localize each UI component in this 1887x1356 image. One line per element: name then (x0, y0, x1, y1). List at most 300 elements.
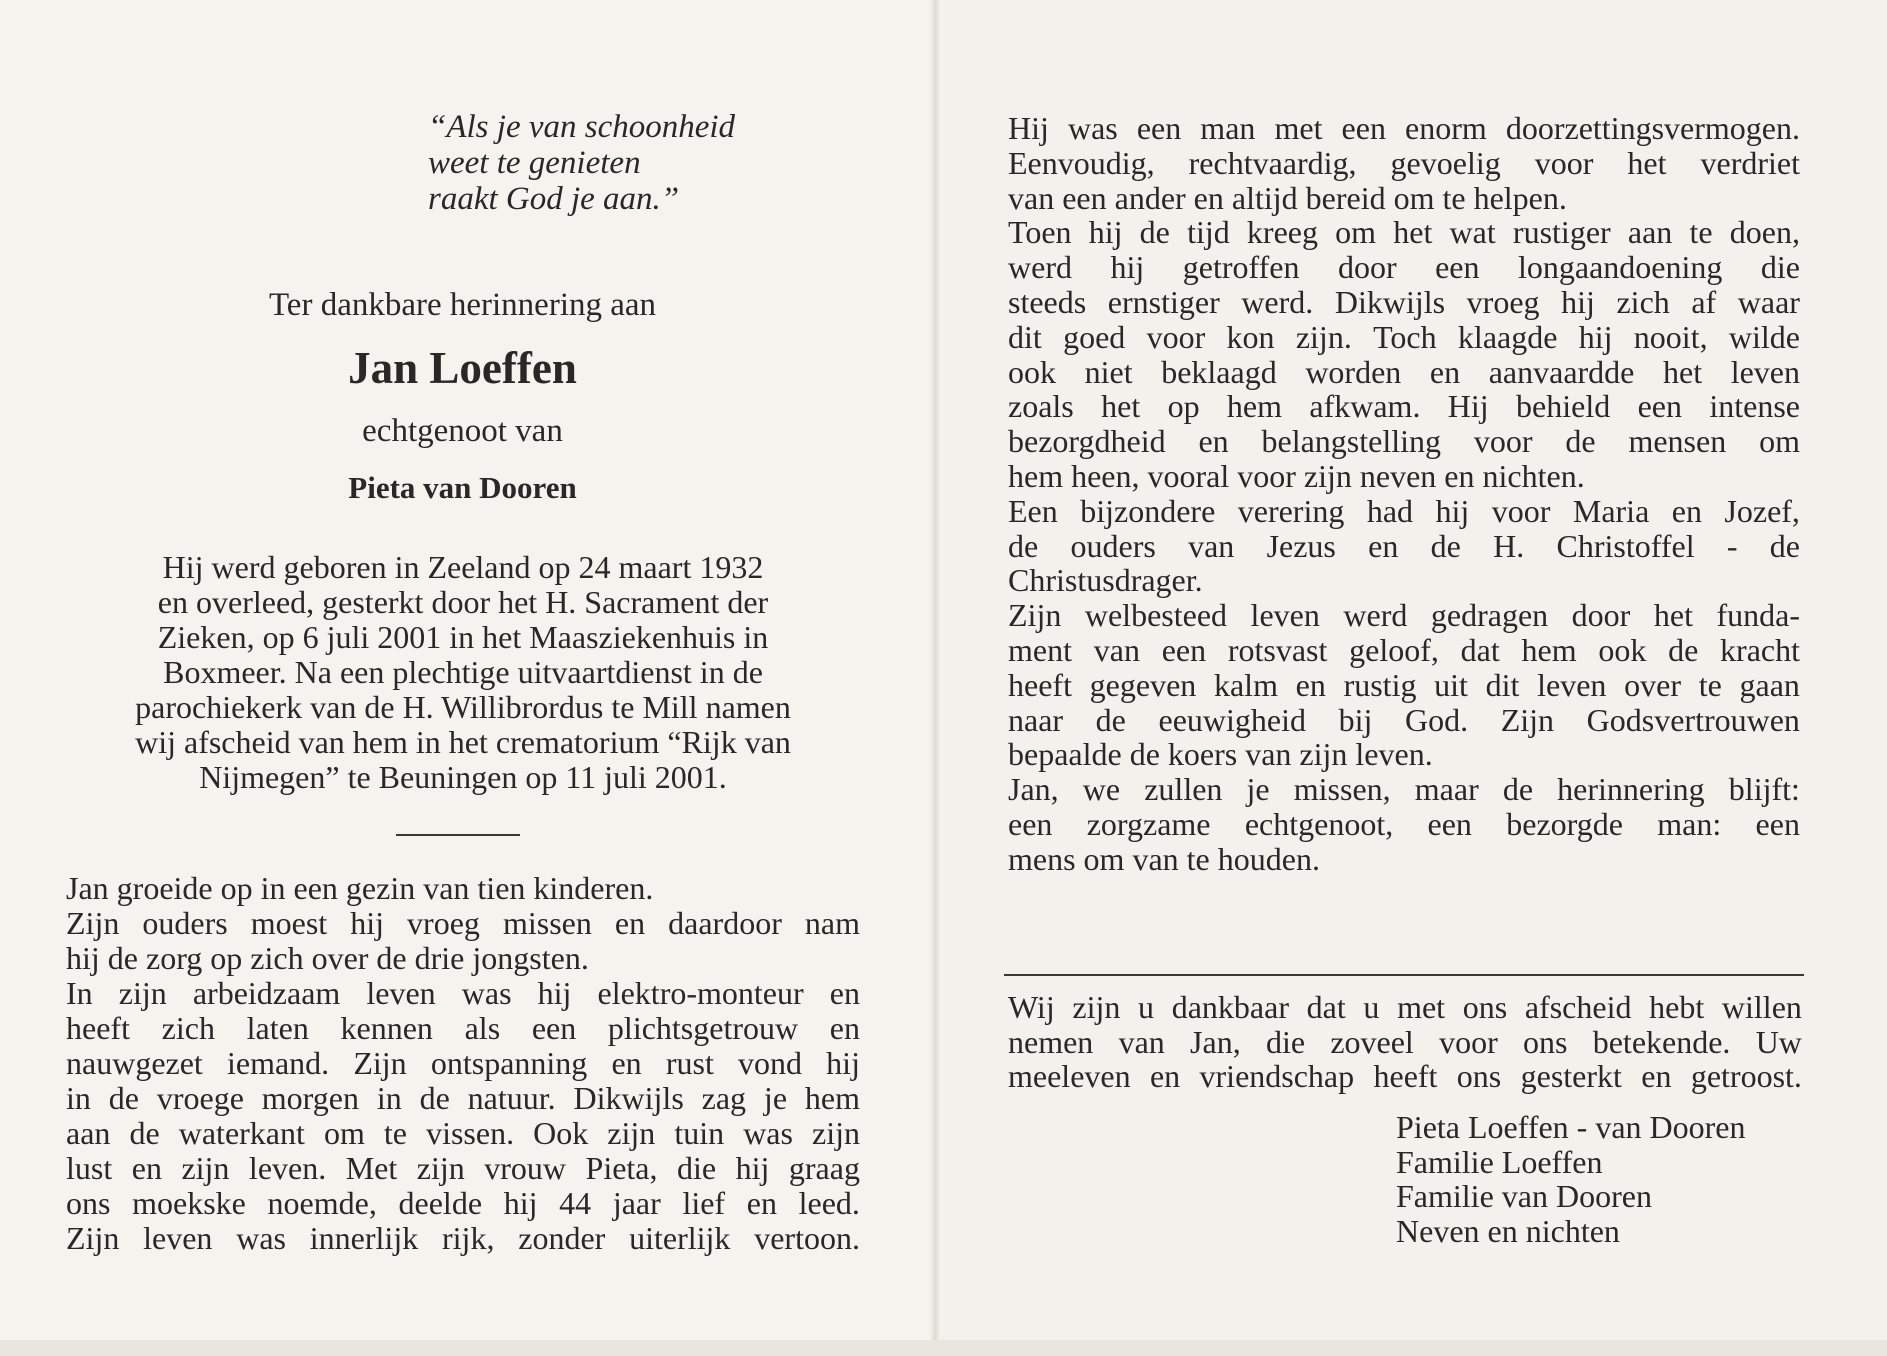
word: missen (502, 905, 592, 941)
word: natuur. (467, 1080, 556, 1116)
word: getroost. (1690, 1058, 1802, 1094)
word: noemde, (267, 1185, 377, 1221)
word: zich (161, 1010, 215, 1046)
word: nemen (1008, 1023, 1094, 1060)
word: nooit, (1633, 318, 1708, 355)
word: moekske (132, 1185, 246, 1221)
text-line (1008, 598, 1800, 633)
word: afscheid (1524, 989, 1632, 1025)
word: vroeg (407, 905, 480, 941)
word: gegeven (1089, 666, 1197, 703)
word: Dikwijls (1334, 283, 1446, 320)
word: man (1200, 110, 1256, 146)
word: wilde (1728, 318, 1800, 355)
word: willen (1721, 989, 1802, 1025)
word: hij (1561, 283, 1595, 320)
word: en (1368, 527, 1399, 564)
text-line (1008, 250, 1800, 285)
text-line (1008, 215, 1800, 250)
word: waterkant (178, 1115, 305, 1151)
word: goed (1063, 318, 1126, 355)
word: het (1653, 597, 1693, 634)
word: en (1429, 353, 1461, 390)
word: echtgenoot, (1244, 805, 1394, 842)
word: als (464, 1010, 501, 1046)
word: jaar (612, 1185, 661, 1221)
word: hem (804, 1080, 860, 1116)
word: was (743, 1115, 793, 1151)
text-line (66, 976, 860, 1011)
word: en (746, 1185, 777, 1221)
word: ontspanning (430, 1045, 588, 1081)
word: om (323, 1115, 365, 1151)
word: rust (665, 1045, 714, 1081)
word: zijn (118, 975, 167, 1011)
word: gedragen (1430, 597, 1549, 634)
word: de (1769, 527, 1800, 564)
word: de (1008, 527, 1039, 564)
word: Wij (1008, 989, 1055, 1025)
word: leven (1730, 353, 1800, 390)
intro-text: Ter dankbare herinnering aan (268, 287, 657, 323)
word: arbeidzaam (192, 975, 341, 1011)
word: zag (701, 1080, 747, 1116)
word: Jezus (1266, 527, 1336, 564)
word: kreeg (1246, 214, 1318, 251)
text-line (66, 1116, 860, 1151)
word: we (1082, 771, 1121, 808)
word: klaagde (1457, 318, 1558, 355)
word: voor (1534, 144, 1594, 181)
word: werd. (1241, 283, 1314, 320)
word: man: (1657, 805, 1722, 842)
word: Christoffel (1556, 527, 1695, 564)
word: vriendschap (1199, 1058, 1355, 1094)
word: ons (1523, 1023, 1568, 1060)
word: door (1571, 597, 1631, 634)
word: ook (1008, 353, 1056, 390)
text-line: hem heen, vooral voor zijn neven en nichten. (1008, 457, 1585, 494)
word: hebt (1649, 989, 1705, 1025)
text-line: van een ander en altijd bereid om te helpen. (1008, 179, 1567, 216)
word: hij (350, 905, 384, 941)
text-line (1008, 633, 1800, 668)
word: je (1246, 771, 1270, 808)
word: om (1335, 214, 1377, 251)
word: de (1095, 701, 1126, 738)
bio-line: Hij werd geboren in Zeeland op 24 maart 1932 (162, 549, 764, 585)
word: funda- (1716, 597, 1800, 634)
text-line (66, 1046, 860, 1081)
word: - (1726, 527, 1738, 564)
word: kennen (340, 1010, 433, 1046)
text-line (1008, 772, 1800, 807)
word: vissen. (426, 1115, 515, 1151)
word: Ook (533, 1115, 589, 1151)
word: heeft (66, 1010, 130, 1046)
word: ouders (1070, 527, 1156, 564)
word: zijn. (1295, 318, 1352, 355)
word: zijn (181, 1150, 230, 1186)
word: ment (1008, 631, 1072, 668)
word: niet (1084, 353, 1133, 390)
word: wat (1449, 214, 1496, 251)
word: worden (1305, 353, 1402, 390)
word: Jozef, (1724, 492, 1800, 529)
word: nam (804, 905, 860, 941)
bio-line: parochiekerk van de H. Willibrordus te Mill namen (135, 689, 791, 725)
word: hij (1578, 318, 1613, 355)
word: zijn (416, 1150, 465, 1186)
text-line (1008, 529, 1800, 564)
word: aanvaardde (1488, 353, 1635, 390)
word: Dikwijls (573, 1080, 684, 1116)
word: In (66, 975, 93, 1011)
word: in (66, 1080, 91, 1116)
word: dankbaar (1171, 989, 1289, 1025)
word: ons (1456, 1058, 1502, 1094)
word: hij (537, 975, 572, 1011)
text-line: bepaalde de koers van zijn leven. (1008, 736, 1433, 773)
text-line (66, 906, 860, 941)
word: iemand. (226, 1045, 330, 1081)
word: innerlijk (309, 1220, 419, 1256)
word: uiterlijk (629, 1220, 731, 1256)
word: zonder (518, 1220, 606, 1256)
word: hij (1110, 249, 1145, 286)
word: een (1637, 388, 1682, 425)
text-line (1008, 285, 1800, 320)
word: nauwgezet (66, 1045, 203, 1081)
word: 44 (559, 1185, 592, 1221)
spouse-label: echtgenoot van (362, 413, 563, 449)
word: hij (826, 1045, 860, 1081)
word: een (1136, 110, 1182, 146)
motto-line: raakt God je aan.” (428, 181, 680, 217)
word: de (1668, 631, 1699, 668)
word: en (829, 975, 860, 1011)
word: behield (1516, 388, 1611, 425)
word: vond (738, 1045, 802, 1081)
word: van (1188, 527, 1235, 564)
word: leven (143, 1220, 213, 1256)
word: steeds (1008, 283, 1087, 320)
word: en (131, 1150, 162, 1186)
word: mensen (1628, 423, 1727, 460)
word: leven (1537, 666, 1607, 703)
text-line (1008, 494, 1800, 529)
word: je (763, 1080, 788, 1116)
word: Met (345, 1150, 398, 1186)
word: vroege (156, 1080, 244, 1116)
bio-paragraph (78, 550, 848, 795)
word: rustiger (1512, 214, 1611, 251)
word: graag (788, 1150, 860, 1186)
word: Godsvertrouwen (1586, 701, 1800, 738)
word: herinnering (1557, 771, 1705, 808)
word: bij (1338, 701, 1373, 738)
bio-line: en overleed, gesterkt door het H. Sacrament der (157, 584, 769, 620)
word: belangstelling (1261, 423, 1442, 460)
word: waar (1737, 283, 1800, 320)
word: was (461, 975, 512, 1011)
word: te (383, 1115, 407, 1151)
word: een (1161, 631, 1207, 668)
word: Zijn (1500, 701, 1555, 738)
text-line (1008, 990, 1802, 1025)
word: zijn (607, 1115, 656, 1151)
bio-line: Zieken, op 6 juli 2001 in het Maasziekenhuis in (157, 619, 769, 655)
word: die (1760, 249, 1800, 286)
word: deelde (398, 1185, 483, 1221)
word: hem (1226, 388, 1283, 425)
word: missen, (1293, 771, 1391, 808)
word: voor (1473, 423, 1533, 460)
word: en (1198, 423, 1229, 460)
word: Jan, (1190, 1023, 1241, 1060)
word: van (1093, 631, 1140, 668)
word: moest (250, 905, 328, 941)
word: H. (1493, 527, 1525, 564)
word: hij (1088, 214, 1123, 251)
word: zijn (1072, 989, 1121, 1025)
bio-line: Boxmeer. Na een plechtige uitvaartdienst in de (163, 654, 763, 690)
thanks-divider (1004, 974, 1804, 976)
word: die (677, 1150, 717, 1186)
word: hij (735, 1150, 770, 1186)
word: hem (1521, 631, 1577, 668)
word: vrouw (484, 1150, 567, 1186)
word: betekende. (1592, 1023, 1731, 1060)
word: rustig (1343, 666, 1417, 703)
word: zijn (812, 1115, 860, 1151)
word: op (1167, 388, 1200, 425)
word: en (614, 905, 646, 941)
word: en (1295, 666, 1326, 703)
word: werd (1008, 249, 1072, 286)
word: om (1759, 423, 1800, 460)
motto-line: weet te genieten (428, 145, 641, 181)
word: het (1627, 144, 1667, 181)
word: dat (1460, 631, 1500, 668)
word: gesterkt (1520, 1058, 1622, 1094)
text-line: hij de zorg op zich over de drie jongsten. (66, 940, 589, 976)
text-line (66, 1151, 860, 1186)
word: Maria (1572, 492, 1650, 529)
word: met (1274, 110, 1323, 146)
word: hij (503, 1185, 538, 1221)
word: te (1698, 666, 1722, 703)
text-line (66, 1221, 860, 1256)
word: van (1118, 1023, 1165, 1060)
text-line (1008, 703, 1800, 738)
word: daardoor (668, 905, 782, 941)
word: Hij (1008, 110, 1049, 146)
text-line (1008, 424, 1800, 459)
word: morgen (261, 1080, 359, 1116)
word: bezorgdheid (1008, 423, 1166, 460)
word: laten (246, 1010, 309, 1046)
word: Pieta, (585, 1150, 658, 1186)
deceased-name: Jan Loeffen (348, 343, 577, 393)
word: Zijn (1008, 597, 1062, 634)
word: ernstiger (1107, 283, 1220, 320)
text-line (1008, 146, 1800, 181)
word: dat (1306, 989, 1346, 1025)
word: longaandoening (1518, 249, 1723, 286)
word: eeuwigheid (1158, 701, 1306, 738)
word: zich (1616, 283, 1670, 320)
word: lief (682, 1185, 726, 1221)
word: zorgzame (1086, 805, 1211, 842)
signer-line: Pieta Loeffen - van Dooren (1396, 1109, 1746, 1145)
word: dit (1008, 318, 1042, 355)
signer-line: Neven en nichten (1396, 1212, 1620, 1249)
word: af (1691, 283, 1717, 320)
word: Toen (1008, 214, 1072, 251)
word: rechtvaardig, (1188, 144, 1357, 181)
tribute-paragraph (1008, 111, 1800, 877)
word: naar (1008, 701, 1064, 738)
word: getroffen (1182, 249, 1300, 286)
word: u (1138, 989, 1155, 1025)
text-line (66, 1081, 860, 1116)
word: een (1755, 805, 1800, 842)
word: elektro-monteur (597, 975, 804, 1011)
word: Uw (1755, 1023, 1802, 1060)
word: Eenvoudig, (1008, 144, 1155, 181)
word: Jan, (1008, 771, 1059, 808)
word: en (1641, 1058, 1672, 1094)
text-line (1008, 111, 1800, 146)
word: voor (1439, 1023, 1498, 1060)
word: de (108, 1080, 139, 1116)
word: rotsvast (1227, 631, 1328, 668)
card-fold (930, 0, 940, 1356)
word: de (1565, 423, 1596, 460)
word: leven (1250, 597, 1320, 634)
word: plichtsgetrouw (607, 1010, 799, 1046)
text-line: mens om van te houden. (1008, 840, 1320, 877)
word: over (1624, 666, 1681, 703)
word: aan (66, 1115, 111, 1151)
word: vertoon. (754, 1220, 860, 1256)
text-line (1008, 668, 1800, 703)
word: beklaagd (1161, 353, 1277, 390)
text-line (1008, 1059, 1802, 1094)
word: Een (1008, 492, 1058, 529)
word: doen, (1729, 214, 1800, 251)
text-line: Jan groeide op in een gezin van tien kinderen. (66, 870, 654, 906)
signers-list (1396, 1110, 1816, 1248)
word: en (829, 1010, 860, 1046)
word: die (1265, 1023, 1306, 1060)
word: rijk, (442, 1220, 495, 1256)
word: lust (66, 1150, 113, 1186)
signer-line: Familie van Dooren (1396, 1178, 1652, 1214)
word: enorm (1405, 110, 1487, 146)
thanks-paragraph (1008, 990, 1802, 1094)
spouse-name: Pieta van Dooren (348, 470, 577, 505)
text-line (66, 1011, 860, 1046)
word: het (1662, 353, 1703, 390)
text-line: Christusdrager. (1008, 562, 1203, 599)
word: bezorgde (1506, 805, 1623, 842)
word: was (1067, 110, 1118, 146)
word: ook (1598, 631, 1647, 668)
word: heeft (1373, 1058, 1438, 1094)
word: afkwam. (1309, 388, 1421, 425)
bio-line: wij afscheid van hem in het crematorium “Rijk van (135, 724, 791, 760)
section-divider (396, 834, 520, 836)
motto-quote (428, 109, 788, 217)
word: leven. (248, 1150, 327, 1186)
word: vroeg (1466, 283, 1540, 320)
word: een (1341, 110, 1386, 146)
word: de (1430, 527, 1461, 564)
word: een (1427, 805, 1472, 842)
word: ons (1462, 989, 1508, 1025)
word: het (1393, 214, 1433, 251)
text-line (1008, 320, 1800, 355)
word: de (129, 1115, 160, 1151)
word: u (1363, 989, 1380, 1025)
word: Hij (1447, 388, 1489, 425)
text-line (1008, 389, 1800, 424)
word: zullen (1144, 771, 1223, 808)
word: Zijn (353, 1045, 407, 1081)
word: en (1149, 1058, 1181, 1094)
word: zoveel (1330, 1023, 1414, 1060)
word: leven (366, 975, 436, 1011)
word: hij (1435, 492, 1470, 529)
word: intense (1709, 388, 1800, 425)
bio-line: Nijmegen” te Beuningen op 11 juli 2001. (199, 759, 727, 795)
word: de (1502, 771, 1534, 808)
word: een (1435, 249, 1480, 286)
word: door (1337, 249, 1397, 286)
word: doorzettingsvermogen. (1505, 110, 1800, 146)
word: tuin (674, 1115, 725, 1151)
word: was (236, 1220, 286, 1256)
word: gevoelig (1390, 144, 1501, 181)
word: kon (1226, 318, 1275, 355)
word: welbesteed (1084, 597, 1228, 634)
text-line (1008, 807, 1800, 842)
word: kalm (1213, 666, 1278, 703)
word: meeleven (1008, 1058, 1131, 1094)
word: en (1671, 492, 1702, 529)
word: ouders (142, 905, 228, 941)
life-paragraph (66, 871, 860, 1256)
word: dit (1485, 666, 1520, 703)
word: had (1366, 492, 1414, 529)
word: een (1008, 805, 1053, 842)
word: de (1139, 214, 1170, 251)
word: tijd (1187, 214, 1230, 251)
word: maar (1414, 771, 1479, 808)
word: heeft (1008, 666, 1072, 703)
word: een (531, 1010, 577, 1046)
word: ons (66, 1185, 111, 1221)
text-line (1008, 1025, 1802, 1060)
word: Zijn (66, 1220, 120, 1256)
word: in (376, 1080, 402, 1116)
word: verering (1237, 492, 1345, 529)
word: voor (1491, 492, 1551, 529)
word: Toch (1373, 318, 1437, 355)
word: en (611, 1045, 642, 1081)
